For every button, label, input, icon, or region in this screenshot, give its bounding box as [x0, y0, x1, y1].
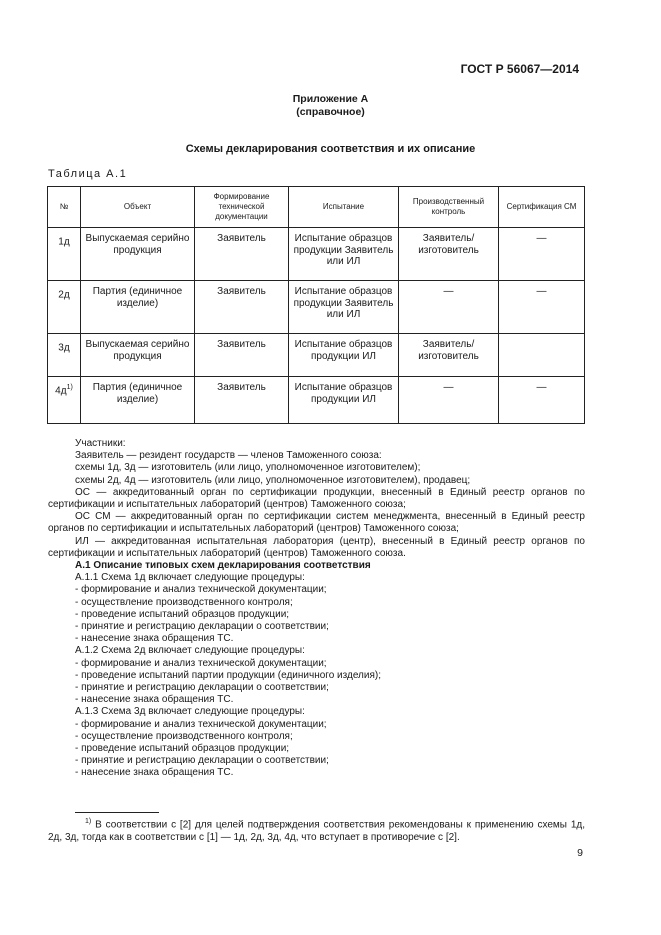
- table-header-row: [48, 187, 585, 228]
- list-item: - принятие и регистрацию декларации о соответствии;: [75, 621, 329, 633]
- scheme-2-intro: А.1.2 Схема 2д включает следующие процедуры:: [75, 645, 305, 657]
- list-item: - принятие и регистрацию декларации о соответствии;: [75, 755, 329, 767]
- header-object: Объект: [81, 187, 195, 228]
- footnote-mark: 1): [85, 818, 92, 825]
- participant-os-sm: ОС СМ — аккредитованный орган по сертификации систем менеджмента, внесенный в Единый реестр органов по сертификации и испытательных лабораторий (центров) Таможенного союза;: [48, 511, 585, 535]
- cell-num: $4д^{1)}$: [48, 377, 81, 424]
- table-row: [48, 228, 585, 281]
- header-control: Производственный контроль: [399, 187, 499, 228]
- annex-subtitle: (справочное): [296, 106, 365, 118]
- scheme-3-intro: А.1.3 Схема 3д включает следующие процедуры:: [75, 706, 305, 718]
- table-row: [48, 334, 585, 377]
- table-row: [48, 281, 585, 334]
- page-number: 9: [577, 847, 583, 859]
- participant-os: ОС — аккредитованный орган по сертификации продукции, внесенный в Единый реестр органов по сертификации и испытательных лабораторий (центров) Таможенного союза;: [48, 486, 585, 511]
- list-item: - осуществление производственного контроля;: [75, 596, 293, 608]
- participant-line: Заявитель — резидент государств — членов Таможенного союза:: [75, 450, 382, 462]
- cell-test: Испытание образцов продукции ИЛ: [289, 334, 399, 377]
- header-num: №: [48, 187, 81, 228]
- cell-num: 3д: [48, 334, 81, 377]
- list-item: - нанесение знака обращения ТС.: [75, 767, 234, 779]
- annex-title: Приложение А: [292, 93, 369, 105]
- list-item: - формирование и анализ технической документации;: [75, 584, 327, 596]
- participants-heading: Участники:: [75, 438, 126, 449]
- table-caption: Таблица А.1: [48, 168, 128, 180]
- cell-control: Заявитель/ изготовитель: [399, 228, 499, 281]
- cell-test: Испытание образцов продукции ИЛ: [289, 377, 399, 424]
- header-docs: Формирование технической документации: [195, 187, 289, 228]
- cell-cert: [499, 334, 585, 377]
- cell-object: Партия (единичное изделие): [81, 377, 195, 424]
- list-item: - формирование и анализ технической документации;: [75, 657, 327, 669]
- list-item: - принятие и регистрацию декларации о соответствии;: [75, 682, 329, 694]
- cell-object: Выпускаемая серийно продукция: [81, 228, 195, 281]
- footnote-text: В соответствии с [2] для целей подтверждения соответствия рекомендованы к применению схемы 1д, 2д, 3д, тогда как в соответствии с [1] — 1д, 2д, 3д, 4д, что вступает в противоречие с [2].: [48, 819, 586, 843]
- cell-object: Выпускаемая серийно продукция: [81, 334, 195, 377]
- list-item: - проведение испытаний образцов продукции;: [75, 608, 290, 620]
- list-item: - проведение испытаний образцов продукции;: [75, 743, 290, 755]
- footnote: [48, 816, 586, 844]
- cell-cert: —: [499, 377, 585, 424]
- list-item: - формирование и анализ технической документации;: [75, 718, 327, 730]
- participant-il: ИЛ — аккредитованная испытательная лаборатория (центр), внесенный в Единый реестр органов по сертификации и испытательных лабораторий (центров) Таможенного союза.: [48, 535, 585, 559]
- cell-control: —: [399, 281, 499, 334]
- cell-docs: Заявитель: [195, 334, 289, 377]
- header-cert: Сертификация СМ: [499, 187, 585, 228]
- cell-object: Партия (единичное изделие): [81, 281, 195, 334]
- cell-test: Испытание образцов продукции Заявитель или ИЛ: [289, 228, 399, 281]
- cell-control: Заявитель/ изготовитель: [399, 334, 499, 377]
- list-item: - осуществление производственного контроля;: [75, 730, 293, 742]
- cell-docs: Заявитель: [195, 281, 289, 334]
- cell-cert: —: [499, 228, 585, 281]
- list-item: - нанесение знака обращения ТС.: [75, 694, 234, 706]
- cell-num: 2д: [48, 281, 81, 334]
- participant-line: схемы 2д, 4д — изготовитель (или лицо, уполномоченное изготовителем), продавец;: [75, 474, 471, 486]
- cell-cert: —: [499, 281, 585, 334]
- cell-control: —: [399, 377, 499, 424]
- header-test: Испытание: [289, 187, 399, 228]
- a1-heading: А.1 Описание типовых схем декларирования соответствия: [75, 560, 371, 572]
- participant-line: схемы 1д, 3д — изготовитель (или лицо, уполномоченное изготовителем);: [75, 462, 421, 474]
- participants-block: [48, 438, 585, 780]
- document-code: ГОСТ Р 56067—2014: [460, 62, 579, 76]
- table-row: [48, 377, 585, 424]
- cell-docs: Заявитель: [195, 377, 289, 424]
- cell-num: 1д: [48, 228, 81, 281]
- cell-test: Испытание образцов продукции Заявитель или ИЛ: [289, 281, 399, 334]
- declaration-schemes-table: [47, 186, 585, 424]
- annex-heading: [0, 93, 661, 119]
- section-title: Схемы декларирования соответствия и их описание: [185, 143, 476, 155]
- footnote-divider: [75, 812, 159, 813]
- list-item: - проведение испытаний партии продукции (единичного изделия);: [75, 669, 382, 681]
- list-item: - нанесение знака обращения ТС.: [75, 633, 234, 645]
- cell-docs: Заявитель: [195, 228, 289, 281]
- scheme-1-intro: А.1.1 Схема 1д включает следующие процедуры:: [75, 572, 305, 584]
